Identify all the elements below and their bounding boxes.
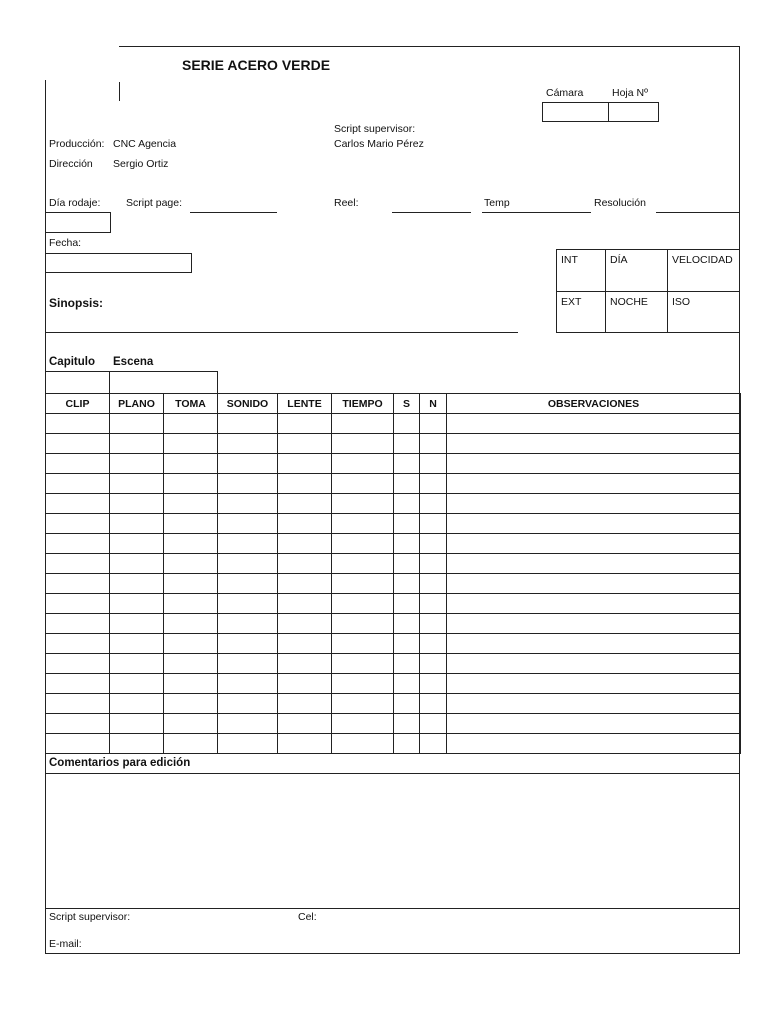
column-header-label: CLIP — [65, 397, 90, 410]
table-cell-toma[interactable] — [163, 713, 218, 734]
column-header-label: OBSERVACIONES — [547, 397, 640, 410]
capitulo-label: Capitulo — [49, 356, 95, 368]
table-cell-n[interactable] — [419, 593, 447, 614]
int-label: INT — [561, 254, 578, 266]
table-cell-clip[interactable] — [45, 493, 110, 514]
column-header-label: TIEMPO — [342, 397, 383, 410]
column-header-label: S — [402, 397, 410, 410]
table-cell-clip[interactable] — [45, 553, 110, 574]
table-cell-observaciones[interactable] — [446, 573, 741, 594]
table-cell-toma[interactable] — [163, 433, 218, 454]
table-cell-sonido[interactable] — [217, 453, 278, 474]
table-cell-sonido[interactable] — [217, 533, 278, 554]
table-cell-observaciones[interactable] — [446, 433, 741, 454]
table-cell-observaciones[interactable] — [446, 673, 741, 694]
column-header-observaciones — [446, 393, 741, 414]
table-cell-tiempo[interactable] — [331, 453, 394, 474]
column-header-clip — [45, 393, 110, 414]
dia-rodaje-label: Día rodaje: — [49, 197, 101, 209]
table-cell-toma[interactable] — [163, 613, 218, 634]
table-cell-n[interactable] — [419, 713, 447, 734]
table-cell-s[interactable] — [393, 413, 420, 434]
table-cell-s[interactable] — [393, 673, 420, 694]
reel-label: Reel: — [334, 197, 359, 209]
table-cell-n[interactable] — [419, 513, 447, 534]
resolucion-label: Resolución — [594, 197, 646, 209]
scene-cell-ext[interactable] — [556, 291, 606, 333]
table-cell-observaciones[interactable] — [446, 713, 741, 734]
escena-right-line — [217, 371, 218, 393]
table-cell-observaciones[interactable] — [446, 733, 741, 754]
capitulo-divider — [109, 371, 110, 393]
page-title: SERIE ACERO VERDE — [182, 57, 331, 73]
column-header-toma — [163, 393, 218, 414]
script-page-label: Script page: — [126, 197, 183, 209]
table-cell-tiempo[interactable] — [331, 633, 394, 654]
table-cell-lente[interactable] — [277, 693, 332, 714]
scene-cell-dia[interactable] — [605, 249, 668, 292]
column-header-sonido — [217, 393, 278, 414]
footer-email-label: E-mail: — [49, 938, 82, 950]
cursor-mark — [119, 82, 120, 101]
table-cell-clip[interactable] — [45, 413, 110, 434]
script-supervisor-value: Carlos Mario Pérez — [334, 138, 424, 150]
iso-label: ISO — [672, 296, 691, 308]
table-cell-lente[interactable] — [277, 413, 332, 434]
column-header-n — [419, 393, 447, 414]
table-cell-clip[interactable] — [45, 633, 110, 654]
table-cell-observaciones[interactable] — [446, 593, 741, 614]
table-cell-clip[interactable] — [45, 433, 110, 454]
table-cell-sonido[interactable] — [217, 633, 278, 654]
table-cell-observaciones[interactable] — [446, 513, 741, 534]
table-cell-observaciones[interactable] — [446, 653, 741, 674]
table-cell-sonido[interactable] — [217, 593, 278, 614]
escena-label: Escena — [113, 356, 154, 368]
script-page-line — [190, 212, 277, 213]
hoja-field[interactable] — [608, 102, 659, 122]
table-cell-plano[interactable] — [109, 553, 164, 574]
table-cell-toma[interactable] — [163, 573, 218, 594]
table-cell-sonido[interactable] — [217, 513, 278, 534]
table-cell-n[interactable] — [419, 733, 447, 754]
column-header-s — [393, 393, 420, 414]
direccion-label: Dirección — [49, 158, 93, 170]
table-cell-n[interactable] — [419, 433, 447, 454]
table-cell-observaciones[interactable] — [446, 453, 741, 474]
table-cell-observaciones[interactable] — [446, 473, 741, 494]
table-cell-n[interactable] — [419, 533, 447, 554]
table-cell-toma[interactable] — [163, 533, 218, 554]
table-cell-plano[interactable] — [109, 453, 164, 474]
table-cell-plano[interactable] — [109, 573, 164, 594]
table-cell-toma[interactable] — [163, 453, 218, 474]
table-cell-lente[interactable] — [277, 453, 332, 474]
table-cell-n[interactable] — [419, 493, 447, 514]
table-cell-lente[interactable] — [277, 553, 332, 574]
scene-cell-noche[interactable] — [605, 291, 668, 333]
table-cell-lente[interactable] — [277, 733, 332, 754]
table-cell-sonido[interactable] — [217, 473, 278, 494]
table-cell-sonido[interactable] — [217, 653, 278, 674]
column-header-plano — [109, 393, 164, 414]
column-header-label: SONIDO — [226, 397, 269, 410]
table-cell-observaciones[interactable] — [446, 633, 741, 654]
table-cell-sonido[interactable] — [217, 673, 278, 694]
table-cell-n[interactable] — [419, 633, 447, 654]
table-cell-n[interactable] — [419, 693, 447, 714]
table-cell-toma[interactable] — [163, 473, 218, 494]
table-cell-toma[interactable] — [163, 553, 218, 574]
velocidad-label: VELOCIDAD — [672, 254, 733, 266]
table-cell-sonido[interactable] — [217, 493, 278, 514]
table-cell-clip[interactable] — [45, 593, 110, 614]
table-cell-tiempo[interactable] — [331, 553, 394, 574]
table-cell-n[interactable] — [419, 473, 447, 494]
table-cell-s[interactable] — [393, 653, 420, 674]
script-supervisor-label: Script supervisor: — [334, 123, 416, 135]
table-cell-n[interactable] — [419, 573, 447, 594]
column-header-label: N — [429, 397, 437, 410]
table-cell-clip[interactable] — [45, 653, 110, 674]
table-cell-clip[interactable] — [45, 533, 110, 554]
table-cell-tiempo[interactable] — [331, 673, 394, 694]
dia-label: DÍA — [610, 254, 628, 266]
table-cell-plano[interactable] — [109, 733, 164, 754]
table-cell-observaciones[interactable] — [446, 533, 741, 554]
table-cell-plano[interactable] — [109, 533, 164, 554]
table-cell-toma[interactable] — [163, 513, 218, 534]
table-cell-lente[interactable] — [277, 513, 332, 534]
table-cell-sonido[interactable] — [217, 553, 278, 574]
table-cell-s[interactable] — [393, 493, 420, 514]
table-cell-toma[interactable] — [163, 633, 218, 654]
sinopsis-label: Sinopsis: — [49, 296, 104, 310]
frame-bottom — [45, 953, 740, 954]
column-header-label: TOMA — [175, 397, 206, 410]
table-cell-observaciones[interactable] — [446, 413, 741, 434]
table-cell-tiempo[interactable] — [331, 713, 394, 734]
table-cell-tiempo[interactable] — [331, 413, 394, 434]
table-cell-tiempo[interactable] — [331, 473, 394, 494]
table-cell-toma[interactable] — [163, 673, 218, 694]
hoja-label: Hoja Nº — [612, 87, 648, 99]
sinopsis-line — [45, 332, 518, 333]
table-cell-tiempo[interactable] — [331, 513, 394, 534]
table-cell-s[interactable] — [393, 573, 420, 594]
table-cell-observaciones[interactable] — [446, 693, 741, 714]
table-cell-s[interactable] — [393, 433, 420, 454]
table-cell-n[interactable] — [419, 613, 447, 634]
column-header-label: PLANO — [118, 397, 155, 410]
table-cell-plano[interactable] — [109, 713, 164, 734]
table-cell-s[interactable] — [393, 533, 420, 554]
table-cell-tiempo[interactable] — [331, 493, 394, 514]
table-cell-clip[interactable] — [45, 693, 110, 714]
table-cell-s[interactable] — [393, 453, 420, 474]
table-cell-s[interactable] — [393, 713, 420, 734]
table-cell-plano[interactable] — [109, 673, 164, 694]
table-cell-tiempo[interactable] — [331, 433, 394, 454]
table-cell-lente[interactable] — [277, 493, 332, 514]
fecha-field[interactable] — [45, 253, 192, 273]
produccion-value: CNC Agencia — [113, 138, 177, 150]
table-cell-toma[interactable] — [163, 653, 218, 674]
comentarios-area[interactable] — [46, 774, 739, 908]
fecha-label: Fecha: — [49, 237, 82, 249]
table-cell-sonido[interactable] — [217, 713, 278, 734]
table-cell-clip[interactable] — [45, 513, 110, 534]
table-cell-toma[interactable] — [163, 733, 218, 754]
table-cell-plano[interactable] — [109, 613, 164, 634]
temp-label: Temp — [484, 197, 510, 209]
table-cell-plano[interactable] — [109, 433, 164, 454]
table-cell-sonido[interactable] — [217, 413, 278, 434]
ext-label: EXT — [561, 296, 582, 308]
table-cell-toma[interactable] — [163, 413, 218, 434]
camara-field[interactable] — [542, 102, 609, 122]
column-header-label: LENTE — [287, 397, 322, 410]
table-cell-clip[interactable] — [45, 613, 110, 634]
table-cell-plano[interactable] — [109, 513, 164, 534]
table-cell-tiempo[interactable] — [331, 613, 394, 634]
table-cell-lente[interactable] — [277, 653, 332, 674]
capitulo-top-line — [45, 371, 218, 372]
table-cell-toma[interactable] — [163, 493, 218, 514]
table-cell-lente[interactable] — [277, 593, 332, 614]
table-cell-lente[interactable] — [277, 713, 332, 734]
table-cell-plano[interactable] — [109, 633, 164, 654]
footer-line — [45, 908, 740, 909]
table-cell-plano[interactable] — [109, 473, 164, 494]
table-cell-s[interactable] — [393, 513, 420, 534]
scene-cell-int[interactable] — [556, 249, 606, 292]
table-cell-tiempo[interactable] — [331, 533, 394, 554]
table-cell-s[interactable] — [393, 593, 420, 614]
frame-top — [119, 46, 740, 47]
table-cell-n[interactable] — [419, 453, 447, 474]
table-cell-tiempo[interactable] — [331, 573, 394, 594]
table-cell-lente[interactable] — [277, 473, 332, 494]
scene-cell-velocidad[interactable] — [667, 249, 740, 292]
table-cell-plano[interactable] — [109, 493, 164, 514]
resolucion-line — [656, 212, 740, 213]
table-cell-observaciones[interactable] — [446, 493, 741, 514]
column-header-lente — [277, 393, 332, 414]
temp-line — [482, 212, 591, 213]
table-cell-n[interactable] — [419, 653, 447, 674]
noche-label: NOCHE — [610, 296, 648, 308]
table-cell-lente[interactable] — [277, 573, 332, 594]
table-cell-tiempo[interactable] — [331, 593, 394, 614]
table-cell-lente[interactable] — [277, 673, 332, 694]
footer-script-supervisor-label: Script supervisor: — [49, 911, 131, 923]
table-cell-plano[interactable] — [109, 693, 164, 714]
direccion-value: Sergio Ortiz — [113, 158, 169, 170]
table-cell-lente[interactable] — [277, 533, 332, 554]
table-cell-s[interactable] — [393, 633, 420, 654]
table-cell-sonido[interactable] — [217, 613, 278, 634]
table-cell-clip[interactable] — [45, 473, 110, 494]
table-cell-observaciones[interactable] — [446, 553, 741, 574]
table-cell-tiempo[interactable] — [331, 693, 394, 714]
table-cell-s[interactable] — [393, 553, 420, 574]
table-cell-plano[interactable] — [109, 653, 164, 674]
table-cell-clip[interactable] — [45, 733, 110, 754]
scene-cell-iso[interactable] — [667, 291, 740, 333]
table-cell-clip[interactable] — [45, 573, 110, 594]
table-cell-clip[interactable] — [45, 673, 110, 694]
table-cell-plano[interactable] — [109, 593, 164, 614]
table-cell-lente[interactable] — [277, 433, 332, 454]
table-cell-sonido[interactable] — [217, 433, 278, 454]
table-cell-sonido[interactable] — [217, 693, 278, 714]
table-cell-n[interactable] — [419, 413, 447, 434]
table-cell-sonido[interactable] — [217, 573, 278, 594]
comentarios-label: Comentarios para edición — [49, 757, 191, 769]
reel-line — [392, 212, 471, 213]
table-cell-tiempo[interactable] — [331, 733, 394, 754]
table-cell-plano[interactable] — [109, 413, 164, 434]
table-cell-toma[interactable] — [163, 693, 218, 714]
camara-label: Cámara — [546, 87, 584, 99]
table-cell-clip[interactable] — [45, 713, 110, 734]
table-cell-s[interactable] — [393, 693, 420, 714]
dia-rodaje-field[interactable] — [45, 212, 111, 233]
column-header-tiempo — [331, 393, 394, 414]
table-cell-s[interactable] — [393, 613, 420, 634]
table-cell-tiempo[interactable] — [331, 653, 394, 674]
table-cell-n[interactable] — [419, 673, 447, 694]
table-cell-clip[interactable] — [45, 453, 110, 474]
produccion-label: Producción: — [49, 138, 105, 150]
table-cell-lente[interactable] — [277, 613, 332, 634]
footer-cel-label: Cel: — [298, 911, 317, 923]
table-cell-sonido[interactable] — [217, 733, 278, 754]
table-cell-toma[interactable] — [163, 593, 218, 614]
table-cell-lente[interactable] — [277, 633, 332, 654]
table-cell-observaciones[interactable] — [446, 613, 741, 634]
table-cell-s[interactable] — [393, 473, 420, 494]
table-cell-s[interactable] — [393, 733, 420, 754]
table-cell-n[interactable] — [419, 553, 447, 574]
